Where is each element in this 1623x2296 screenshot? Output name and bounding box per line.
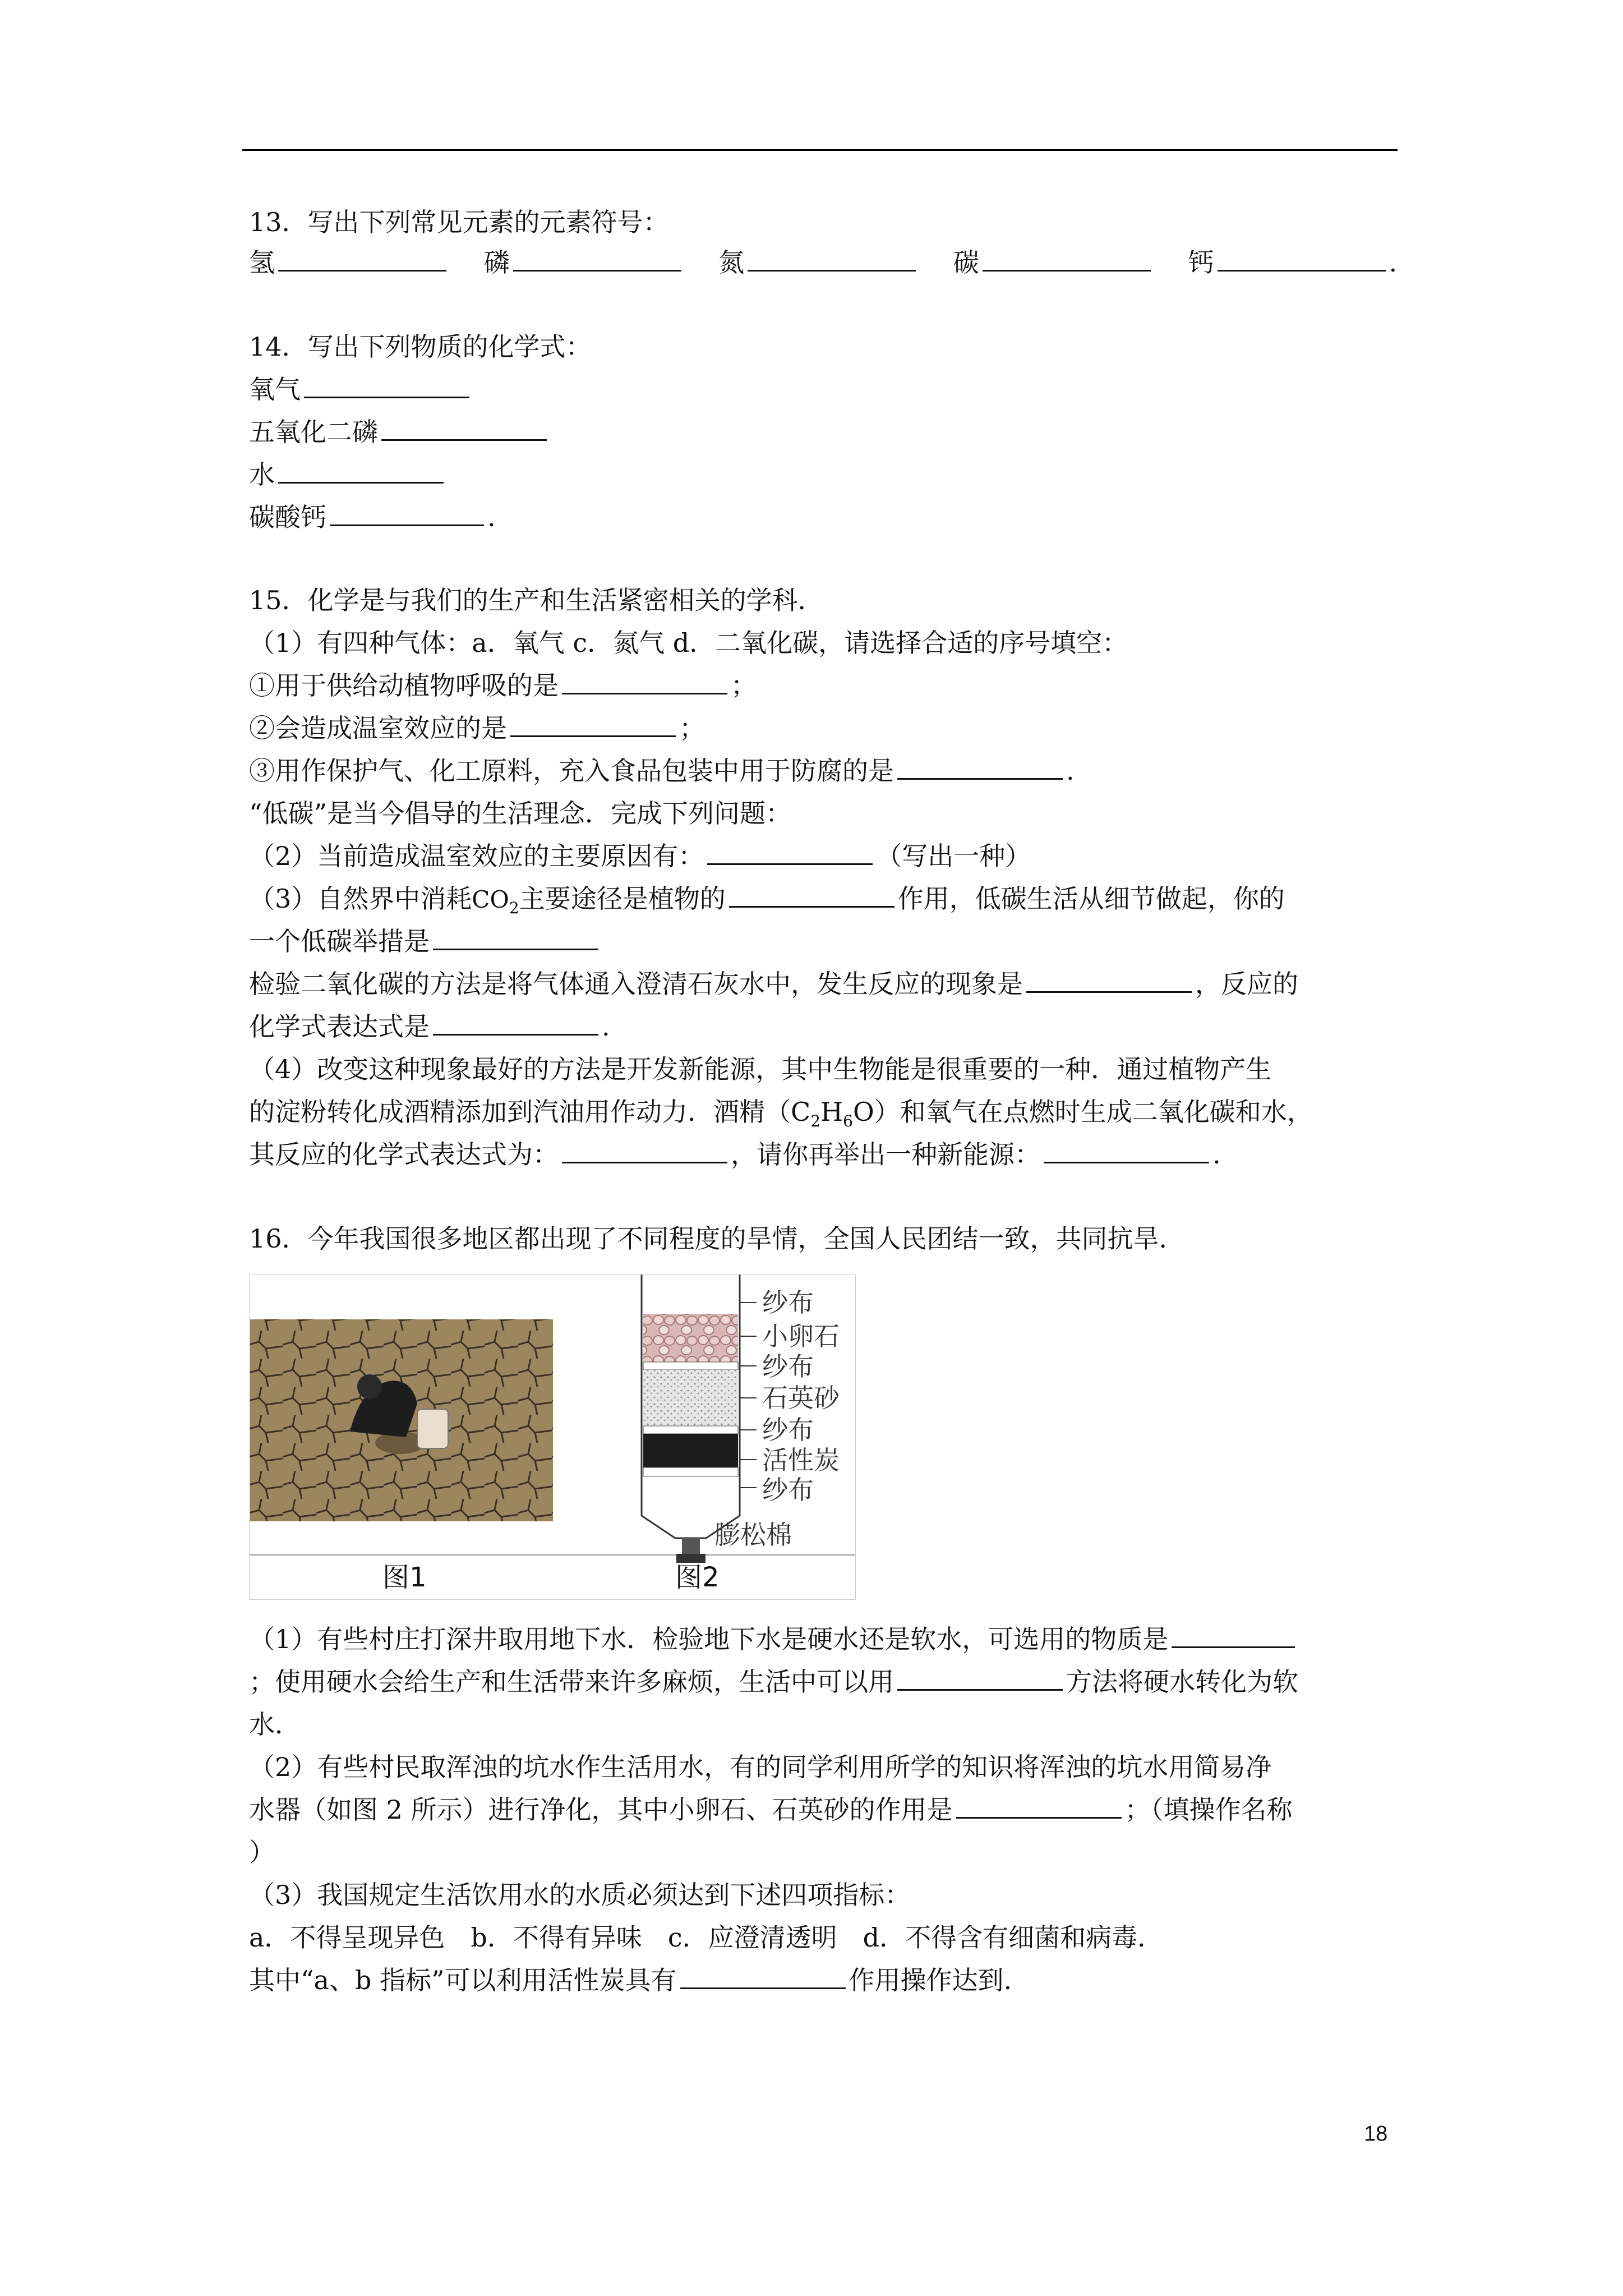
q13-element-3: 氮: [718, 247, 745, 278]
q16-part3-line3: [249, 1963, 1012, 1997]
q16-blank-1a[interactable]: [1172, 1624, 1295, 1648]
q15-part3-line1: [249, 882, 1285, 925]
q13-end-mark: .: [1389, 247, 1398, 278]
q14-label-4: 碳酸钙: [249, 502, 326, 532]
q16-part2-text-b: 水器（如图 2 所示）进行净化，其中小卵石、石英砂的作用是: [249, 1795, 953, 1825]
q13-blank-1[interactable]: [278, 247, 446, 272]
q14-blank-3[interactable]: [278, 459, 444, 484]
q15-part1-a: [249, 669, 757, 702]
q15-part4-text-d: ，请你再举出一种新能源：: [731, 1139, 1040, 1170]
q15-blank-3b[interactable]: [433, 926, 598, 950]
q15-part3-line4: [249, 1010, 610, 1043]
header-rule: [242, 149, 1398, 151]
q15-part1-c: [249, 754, 1075, 788]
q15-blank-1b[interactable]: [510, 713, 676, 737]
q16-part2-line2: [249, 1793, 1293, 1826]
q15-part4-text-b2: O）和氧气在点燃时生成二氧化碳和水，: [852, 1097, 1313, 1127]
q16-title: 16．今年我国很多地区都出现了不同程度的旱情，全国人民团结一致，共同抗旱．: [249, 1223, 1185, 1254]
q15-part3-text-a: （3）自然界中消耗: [249, 884, 472, 914]
fig1-caption: 图1: [382, 1562, 427, 1593]
q15-part2: [249, 839, 1031, 873]
fig2-caption: 图2: [675, 1562, 720, 1593]
q15-part3-end: .: [602, 1011, 610, 1042]
q15-part2-end: （写出一种）: [876, 841, 1031, 871]
q13-title: 13．写出下列常见元素的元素符号：: [249, 207, 669, 237]
q14-blank-4[interactable]: [330, 502, 484, 526]
label-pebbles: 小卵石: [762, 1321, 840, 1351]
q14-item-2: [249, 415, 550, 449]
q15-blank-1c[interactable]: [897, 756, 1063, 780]
q13-element-5: 钙: [1188, 247, 1214, 278]
q15-blank-3a[interactable]: [729, 884, 895, 908]
q16-part2-text-c: ；（填操作名称: [1124, 1795, 1293, 1825]
q15-blank-3d[interactable]: [433, 1011, 598, 1036]
q16-part1-line3: 水．: [249, 1709, 301, 1740]
q14-title: 14．写出下列物质的化学式：: [249, 332, 592, 362]
q15-part4-line1: （4）改变这种现象最好的方法是开发新能源，其中生物能是很重要的一种．通过植物产生: [249, 1054, 1272, 1084]
q15-blank-3c[interactable]: [1026, 969, 1192, 993]
q15-blank-4b[interactable]: [1044, 1139, 1209, 1163]
q15-part3-line3: [249, 967, 1298, 1001]
q15-intro: “低碳”是当今倡导的生活理念．完成下列问题：: [249, 798, 792, 829]
q15-part3-text-f: ，反应的: [1195, 969, 1298, 999]
q15-part1-b: [249, 711, 705, 745]
drought-photo: [250, 1319, 553, 1521]
q15-part3-text-d: 一个低碳举措是: [249, 926, 430, 956]
q16-blank-2[interactable]: [956, 1795, 1122, 1819]
ethanol-sub-2: 2: [810, 1112, 821, 1131]
q16-part1-line1: [249, 1622, 1298, 1656]
label-gauze-2: 纱布: [762, 1351, 814, 1382]
q15-part1: （1）有四种气体：a．氧气 c．氮气 d．二氧化碳，请选择合适的序号填空：: [249, 628, 1128, 658]
q14-item-4: [249, 500, 496, 534]
q15-part3-text-g: 化学式表达式是: [249, 1011, 430, 1042]
q15-blank-4a[interactable]: [562, 1139, 727, 1163]
q16-part1-text-c: 方法将硬水转化为软: [1066, 1667, 1298, 1697]
q15-part2-text: （2）当前造成温室效应的主要原因有：: [249, 841, 704, 871]
q16-part2-line3: ）: [249, 1837, 275, 1867]
q15-part1-b-text: ②会造成温室效应的是: [249, 713, 507, 743]
q14-label-1: 氧气: [249, 374, 301, 404]
q16-part1-line2: [249, 1665, 1298, 1699]
q16-part2-line1: （2）有些村民取浑浊的坑水作生活用水，有的同学利用所学的知识将浑浊的坑水用简易净: [249, 1752, 1272, 1782]
q13-element-4: 碳: [953, 247, 979, 278]
q16-figure: [249, 1274, 856, 1600]
q15-blank-1a[interactable]: [562, 670, 727, 694]
q14-item-3: [249, 458, 447, 491]
q15-part1-a-end: ；: [731, 670, 757, 701]
q14-label-3: 水: [249, 459, 275, 490]
q14-blank-2[interactable]: [381, 417, 547, 441]
co2-formula: CO: [472, 886, 509, 913]
q15-blank-2[interactable]: [707, 841, 873, 865]
ethanol-h: H: [820, 1097, 843, 1127]
q16-part3-text-d: 作用操作达到.: [849, 1965, 1012, 1995]
q15-part4-end: .: [1212, 1139, 1221, 1170]
q15-part3-text-b: 主要途径是植物的: [519, 884, 726, 914]
label-activated-carbon: 活性炭: [762, 1445, 840, 1475]
q15-part1-c-text: ③用作保护气、化工原料，充入食品包装中用于防腐的是: [249, 756, 894, 786]
label-gauze-3: 纱布: [762, 1415, 814, 1445]
q13-blank-4[interactable]: [983, 247, 1151, 272]
q16-part1-text-b: ；使用硬水会给生产和生活带来许多麻烦，生活中可以用: [249, 1667, 894, 1697]
q15-part4-text-c: 其反应的化学式表达式为：: [249, 1139, 559, 1170]
q13-blank-5[interactable]: [1218, 247, 1386, 272]
q15-title: 15．化学是与我们的生产和生活紧密相关的学科．: [249, 585, 824, 615]
q13-blank-2[interactable]: [513, 247, 681, 272]
q14-label-2: 五氧化二磷: [249, 417, 378, 447]
label-gauze-1: 纱布: [762, 1287, 814, 1318]
q13-element-2: 磷: [483, 247, 510, 278]
figure-svg: [249, 1274, 856, 1600]
q15-part3-text-e: 检验二氧化碳的方法是将气体通入澄清石灰水中，发生反应的现象是: [249, 969, 1023, 999]
q16-blank-1b[interactable]: [897, 1667, 1063, 1691]
q14-blank-1[interactable]: [304, 374, 469, 398]
q14-end-mark: .: [487, 502, 496, 532]
q15-part3-text-c: 作用，低碳生活从细节做起，你的: [897, 884, 1285, 914]
q16-part1-text-a: （1）有些村庄打深井取用地下水．检验地下水是硬水还是软水，可选用的物质是: [249, 1624, 1169, 1654]
q15-part3-line2: [249, 924, 602, 958]
q16-part3-line1: （3）我国规定生活饮用水的水质必须达到下述四项指标：: [249, 1880, 911, 1910]
q15-part1-a-text: ①用于供给动植物呼吸的是: [249, 670, 559, 701]
q16-part3-line2: a．不得呈现异色 b．不得有异味 c．应澄清透明 d．不得含有细菌和病毒．: [249, 1922, 1164, 1953]
q13-blank-3[interactable]: [748, 247, 916, 272]
q15-part4-line2: [249, 1095, 1313, 1138]
q15-part1-b-end: ；: [679, 713, 705, 743]
ethanol-sub-6: 6: [843, 1112, 853, 1131]
q14-item-1: [249, 372, 473, 406]
page-number: 18: [1364, 2122, 1388, 2146]
q16-part3-text-c: 其中“a、b 指标”可以利用活性炭具有: [249, 1965, 677, 1995]
label-quartz-sand: 石英砂: [762, 1383, 840, 1413]
q15-part4-text-b1: 的淀粉转化成酒精添加到汽油用作动力．酒精（C: [249, 1097, 811, 1127]
q15-part4-line3: [249, 1138, 1221, 1171]
label-gauze-4: 纱布: [762, 1475, 814, 1505]
q16-blank-3[interactable]: [680, 1965, 846, 1989]
co2-subscript: 2: [509, 899, 519, 918]
q13-element-1: 氢: [249, 247, 275, 278]
q13-answer-line: [249, 246, 1397, 279]
q15-part1-c-end: .: [1066, 756, 1075, 786]
label-cotton: 膨松棉: [714, 1520, 792, 1550]
